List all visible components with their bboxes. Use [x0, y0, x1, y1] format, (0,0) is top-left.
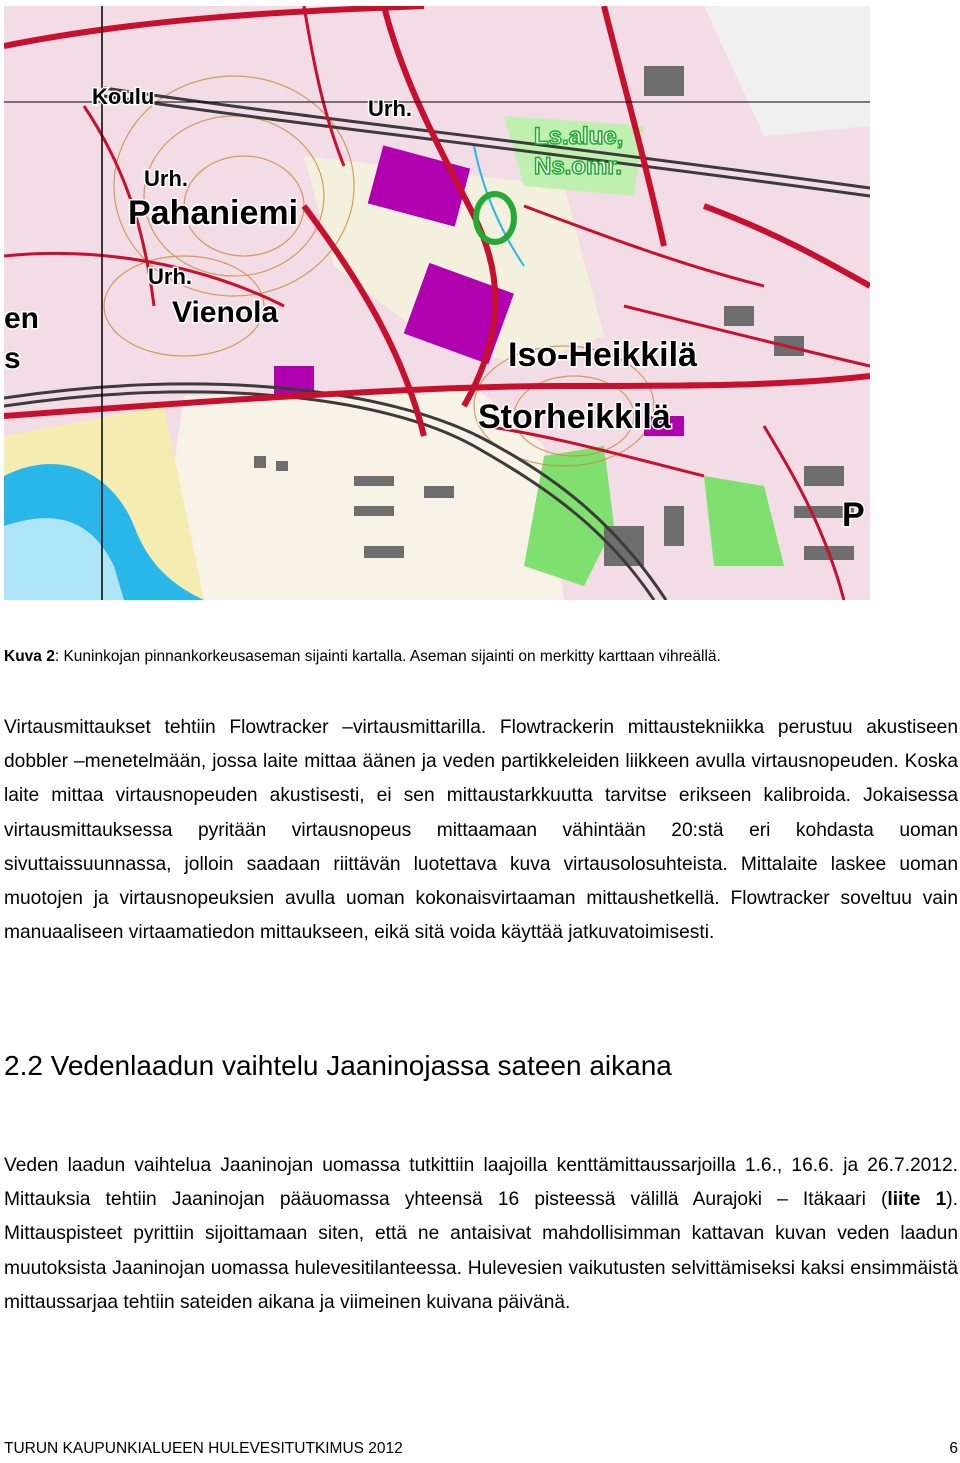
figure-caption — [4, 648, 721, 666]
location-map — [4, 6, 870, 600]
map-label-storheikkila: Storheikkilä — [478, 398, 671, 436]
map-label-urh: Urh. — [144, 166, 188, 191]
map-label-s: s — [4, 342, 21, 375]
page-number: 6 — [949, 1440, 958, 1457]
paragraph-water-quality — [4, 1149, 958, 1320]
map-label-vienola: Vienola — [172, 296, 279, 329]
map-label-urh: Urh. — [368, 96, 412, 121]
map-label-koulu: Koulu — [92, 84, 155, 109]
map-label-iso-heikkila: Iso-Heikkilä — [508, 336, 697, 374]
page-footer — [4, 1440, 960, 1458]
map-label-urh: Urh. — [148, 264, 192, 289]
map-label-ns-omr: Ns.omr. — [534, 153, 623, 180]
caption-text: : Kuninkojan pinnankorkeusaseman sijainti kartalla. Aseman sijainti on merkitty karttaan vihreällä. — [54, 648, 721, 665]
map-label-ls-alue: Ls.alue, — [534, 123, 624, 150]
map-label-pahaniemi: Pahaniemi — [128, 194, 299, 232]
map-label-en: en — [4, 302, 40, 335]
caption-label: Kuva 2 — [4, 648, 55, 665]
paragraph-text: ). Mittauspisteet pyrittiin sijoittamaan siten, että ne antaisivat mahdollisimman kattavan kuvan veden laadun muutoksista Jaaninojan uomassa hulevesitilanteessa. Hulevesien vaikutusten selvittämiseksi kaksi ensimmäistä mittaussarjaa tehtiin sateiden aikana ja viimeinen kuivana päivänä. — [4, 1189, 958, 1313]
appendix-reference: liite 1 — [887, 1189, 947, 1211]
section-heading: 2.2 Vedenlaadun vaihtelu Jaaninojassa sateen aikana — [4, 1050, 672, 1081]
footer-title: TURUN KAUPUNKIALUEEN HULEVESITUTKIMUS 2012 — [4, 1440, 403, 1457]
paragraph-text: Veden laadun vaihtelua Jaaninojan uomassa tutkittiin laajoilla kenttämittaussarjoilla 1.6., 16.6. ja 26.7.2012. Mittauksia tehtiin Jaaninojan pääuomassa yhteensä 16 pisteessä välillä Aurajoki – Itäkaari ( — [4, 1155, 958, 1211]
map-label-p: P — [842, 496, 865, 534]
paragraph-flowtracker: Virtausmittaukset tehtiin Flowtracker –virtausmittarilla. Flowtrackerin mittaustekniikka perustuu akustiseen dobbler –menetelmään, jossa laite mittaa äänen ja veden partikkeleiden liikkeen avulla virtausnopeuden. Koska laite mittaa virtausnopeuden akustisesti, ei sen mittaustarkkuutta tarvitse erikseen kalibroida. Jokaisessa virtausmittauksessa pyritään virtausnopeus mittaamaan vähintään 20:stä eri kohdasta uoman sivuttaissuunnassa, jolloin saadaan riittävän luotettava kuva virtausolosuhteista. Mittalaite laskee uoman muotojen ja virtausnopeuksien avulla uoman kokonaisvirtaaman mittaushetkellä. Flowtracker soveltuu vain manuaaliseen virtaamatiedon mittaukseen, eikä sitä voida käyttää jatkuvatoimisesti. — [4, 717, 958, 944]
